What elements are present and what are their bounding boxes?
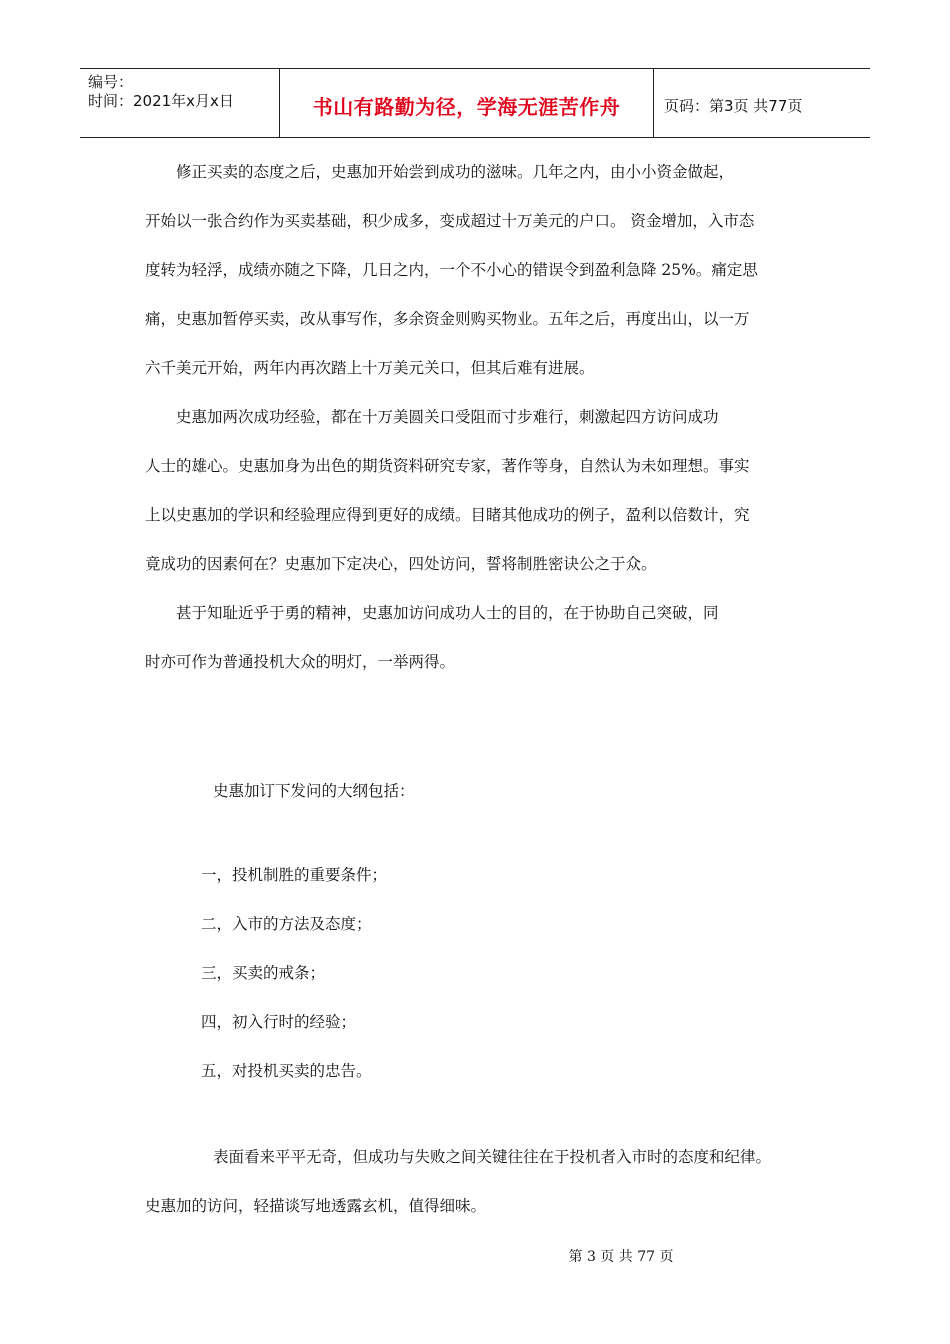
list-item: 一，投机制胜的重要条件；: [201, 866, 388, 884]
outline-section: [145, 767, 810, 1096]
paragraph-1: [145, 148, 810, 393]
page-footer: [0, 1246, 950, 1266]
text-line: 竟成功的因素何在？史惠加下定决心，四处访问，誓将制胜密诀公之于众。: [145, 555, 657, 573]
closing-paragraph: [145, 1133, 810, 1231]
text-line: 表面看来平平无奇，但成功与失败之间关键往往在于投机者入市时的态度和纪律。: [213, 1148, 772, 1166]
list-item: 五，对投机买卖的忠告。: [201, 1062, 372, 1080]
outline-list: [145, 851, 810, 1096]
text-line: 修正买卖的态度之后，史惠加开始尝到成功的滋味。几年之内，由小小资金做起，: [176, 163, 735, 181]
footer-page-number: 第 3 页 共 77 页: [568, 1249, 674, 1265]
text-line: 史惠加的访问，轻描谈写地透露玄机，值得细味。: [145, 1197, 487, 1215]
header-motto: 书山有路勤为径，学海无涯苦作舟: [280, 69, 654, 137]
list-item: 四，初入行时的经验；: [201, 1013, 357, 1031]
document-body: [145, 148, 810, 1231]
list-item: 三，买卖的戒条；: [201, 964, 326, 982]
header-meta: [80, 69, 280, 137]
document-number-label: 编号：: [88, 73, 134, 91]
paragraph-2: [145, 393, 810, 589]
outline-intro: 史惠加订下发问的大纲包括：: [213, 782, 415, 800]
text-line: 人士的雄心。史惠加身为出色的期货资料研究专家，著作等身，自然认为未如理想。事实: [145, 457, 750, 475]
paragraph-3: [145, 589, 810, 687]
text-line: 痛，史惠加暂停买卖，改从事写作，多余资金则购买物业。五年之后，再度出山，以一万: [145, 310, 750, 328]
header-page-info: 页码：第3页 共77页: [664, 96, 803, 115]
text-line: 度转为轻浮，成绩亦随之下降，几日之内，一个不小心的错误令到盈利急降 25%。痛定思: [145, 261, 758, 279]
text-line: 史惠加两次成功经验，都在十万美圆关口受阻而寸步难行，刺激起四方访问成功: [176, 408, 719, 426]
text-line: 六千美元开始，两年内再次踏上十万美元关口，但其后难有进展。: [145, 359, 595, 377]
text-line: 上以史惠加的学识和经验理应得到更好的成绩。目睹其他成功的例子，盈利以倍数计，究: [145, 506, 750, 524]
text-line: 开始以一张合约作为买卖基础，积少成多，变成超过十万美元的户口。 资金增加，入市态: [145, 212, 755, 230]
page-header: [80, 68, 870, 138]
list-item: 二，入市的方法及态度；: [201, 915, 372, 933]
text-line: 时亦可作为普通投机大众的明灯，一举两得。: [145, 653, 456, 671]
text-line: 甚于知耻近乎于勇的精神，史惠加访问成功人士的目的，在于协助自己突破，同: [176, 604, 719, 622]
document-date-label: 时间：2021年x月x日: [88, 92, 234, 110]
